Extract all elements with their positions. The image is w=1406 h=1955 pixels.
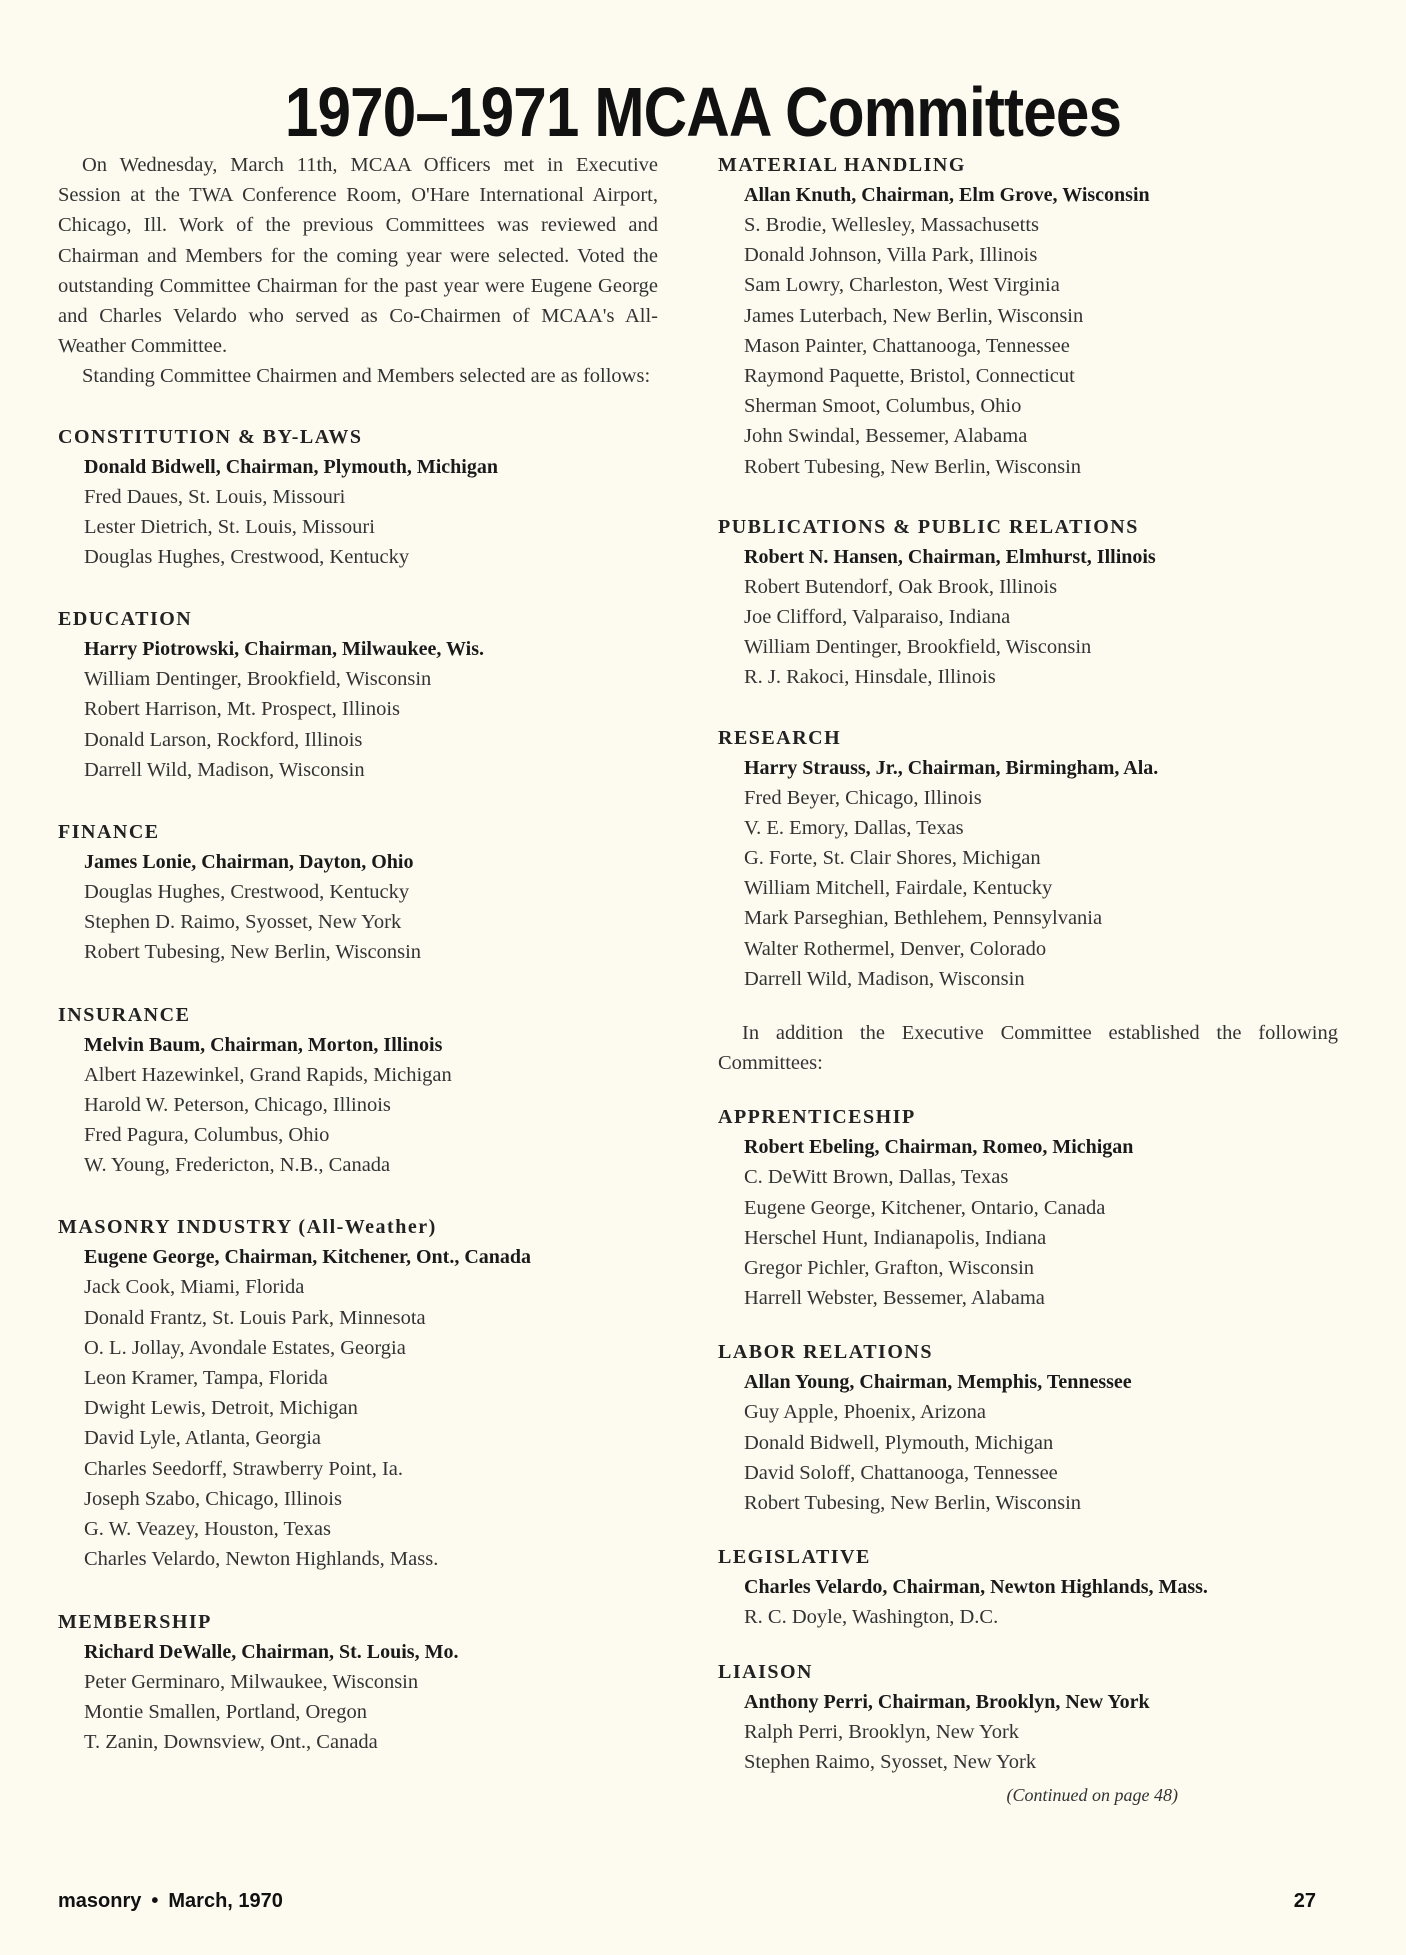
committee-member: Eugene George, Kitchener, Ontario, Canada [744, 1196, 1106, 1219]
right-column [718, 150, 1338, 1806]
committee-member: Jack Cook, Miami, Florida [84, 1276, 305, 1299]
committee-constitution [58, 422, 658, 573]
committee-member: James Luterbach, New Berlin, Wisconsin [744, 304, 1084, 327]
committee-member: Guy Apple, Phoenix, Arizona [744, 1401, 986, 1424]
committee-member: G. W. Veazey, Houston, Texas [84, 1518, 332, 1541]
committee-apprenticeship [718, 1102, 1338, 1313]
committee-member: Sherman Smoot, Columbus, Ohio [744, 395, 1022, 418]
committee-member: Harold W. Peterson, Chicago, Illinois [84, 1093, 391, 1116]
committee-heading: LIAISON [718, 1660, 813, 1683]
committee-member: G. Forte, St. Clair Shores, Michigan [744, 847, 1041, 870]
committee-member: Harrell Webster, Bessemer, Alabama [744, 1287, 1045, 1310]
committee-liaison [718, 1657, 1338, 1777]
committee-chairman: Harry Strauss, Jr., Chairman, Birmingham, Ala. [744, 756, 1159, 779]
committee-member: William Mitchell, Fairdale, Kentucky [744, 877, 1053, 900]
committee-member: Stephen Raimo, Syosset, New York [744, 1750, 1037, 1773]
committee-member: Robert Tubesing, New Berlin, Wisconsin [744, 455, 1082, 478]
committee-member: Walter Rothermel, Denver, Colorado [744, 937, 1047, 960]
page-number: 27 [1293, 1890, 1316, 1912]
committee-heading: RESEARCH [718, 726, 842, 749]
committee-member: Albert Hazewinkel, Grand Rapids, Michigan [84, 1063, 452, 1086]
committee-member: Donald Larson, Rockford, Illinois [84, 728, 363, 751]
committee-member: Charles Velardo, Newton Highlands, Mass. [84, 1548, 439, 1571]
committee-chairman: Harry Piotrowski, Chairman, Milwaukee, Wis. [84, 638, 484, 661]
committee-member: Fred Daues, St. Louis, Missouri [84, 485, 346, 508]
committee-member: Gregor Pichler, Grafton, Wisconsin [744, 1257, 1035, 1280]
committee-member: Stephen D. Raimo, Syosset, New York [84, 911, 402, 934]
committee-chairman: Anthony Perri, Chairman, Brooklyn, New York [744, 1690, 1150, 1713]
committee-member: O. L. Jollay, Avondale Estates, Georgia [84, 1336, 406, 1359]
committee-member: V. E. Emory, Dallas, Texas [744, 816, 964, 839]
committee-heading: LEGISLATIVE [718, 1546, 871, 1569]
committee-heading: FINANCE [58, 821, 160, 844]
committee-chairman: Donald Bidwell, Chairman, Plymouth, Michigan [84, 455, 498, 478]
committee-member: Robert Tubesing, New Berlin, Wisconsin [84, 941, 422, 964]
committee-heading: EDUCATION [58, 608, 193, 631]
committee-chairman: Robert N. Hansen, Chairman, Elmhurst, Illinois [744, 545, 1156, 568]
committee-member: Robert Butendorf, Oak Brook, Illinois [744, 575, 1058, 598]
committee-member: Donald Frantz, St. Louis Park, Minnesota [84, 1306, 426, 1329]
committee-publications [718, 512, 1338, 693]
committee-member: R. C. Doyle, Washington, D.C. [744, 1606, 999, 1629]
committee-labor-relations [718, 1337, 1338, 1518]
footer-publication [58, 1890, 283, 1913]
committee-member: William Dentinger, Brookfield, Wisconsin [84, 668, 432, 691]
committee-member: Darrell Wild, Madison, Wisconsin [84, 758, 365, 781]
committee-education [58, 604, 658, 785]
committee-member: John Swindal, Bessemer, Alabama [744, 425, 1028, 448]
committee-member: Robert Harrison, Mt. Prospect, Illinois [84, 698, 401, 721]
committee-insurance [58, 1000, 658, 1181]
committee-membership [58, 1607, 658, 1758]
committee-member: Donald Bidwell, Plymouth, Michigan [744, 1431, 1054, 1454]
committee-member: Joe Clifford, Valparaiso, Indiana [744, 606, 1011, 629]
committee-member: Peter Germinaro, Milwaukee, Wisconsin [84, 1670, 419, 1693]
committee-heading: PUBLICATIONS & PUBLIC RELATIONS [718, 515, 1139, 538]
committee-member: Raymond Paquette, Bristol, Connecticut [744, 365, 1075, 388]
committee-material-handling [718, 150, 1338, 482]
committee-member: Mason Painter, Chattanooga, Tennessee [744, 334, 1070, 357]
issue-date: March, 1970 [168, 1890, 283, 1912]
addition-note: In addition the Executive Committee established the following Committees: [718, 1022, 1338, 1075]
committee-member: Leon Kramer, Tampa, Florida [84, 1367, 328, 1390]
committee-chairman: Richard DeWalle, Chairman, St. Louis, Mo. [84, 1640, 459, 1663]
page-title: 1970–1971 MCAA Committees [284, 73, 1122, 151]
committee-member: William Dentinger, Brookfield, Wisconsin [744, 636, 1092, 659]
committee-member: Charles Seedorff, Strawberry Point, Ia. [84, 1457, 404, 1480]
committee-chairman: Allan Knuth, Chairman, Elm Grove, Wisconsin [744, 184, 1150, 206]
committee-member: Montie Smallen, Portland, Oregon [84, 1700, 367, 1723]
committee-member: Sam Lowry, Charleston, West Virginia [744, 274, 1060, 297]
committee-chairman: Allan Young, Chairman, Memphis, Tennessee [744, 1371, 1132, 1394]
committee-member: Donald Johnson, Villa Park, Illinois [744, 244, 1038, 267]
intro-paragraph: On Wednesday, March 11th, MCAA Officers met in Executive Session at the TWA Conference Room, O'Hare International Airport, Chicago, Ill. Work of the previous Committees was reviewed and Chairman and Members for the coming year were selected. Voted the outstanding Committee Chairman for the past year were Eugene George and Charles Velardo who served as Co-Chairmen of MCAA's All-Weather Committee. [58, 154, 658, 358]
committee-member: David Soloff, Chattanooga, Tennessee [744, 1461, 1058, 1484]
committee-member: Douglas Hughes, Crestwood, Kentucky [84, 546, 410, 569]
bullet-separator: • [151, 1890, 159, 1912]
committee-chairman: Charles Velardo, Chairman, Newton Highlands, Mass. [744, 1576, 1208, 1599]
committee-heading: INSURANCE [58, 1003, 191, 1026]
committee-chairman: Robert Ebeling, Chairman, Romeo, Michigan [744, 1136, 1134, 1159]
committee-masonry-industry [58, 1212, 658, 1574]
committee-heading: CONSTITUTION & BY-LAWS [58, 425, 363, 448]
committee-chairman: Melvin Baum, Chairman, Morton, Illinois [84, 1033, 443, 1056]
intro-paragraph: Standing Committee Chairmen and Members selected are as follows: [82, 365, 651, 388]
committee-chairman: James Lonie, Chairman, Dayton, Ohio [84, 851, 414, 874]
committee-heading: LABOR RELATIONS [718, 1341, 933, 1364]
committee-chairman: Eugene George, Chairman, Kitchener, Ont., Canada [84, 1246, 532, 1269]
committee-member: W. Young, Fredericton, N.B., Canada [84, 1154, 391, 1177]
committee-member: Ralph Perri, Brooklyn, New York [744, 1720, 1020, 1743]
committee-member: Mark Parseghian, Bethlehem, Pennsylvania [744, 907, 1103, 930]
committee-member: Joseph Szabo, Chicago, Illinois [84, 1487, 342, 1510]
committee-member: Darrell Wild, Madison, Wisconsin [744, 967, 1025, 990]
committee-heading: MASONRY INDUSTRY (All-Weather) [58, 1216, 437, 1239]
committee-member: Dwight Lewis, Detroit, Michigan [84, 1397, 358, 1420]
continued-note: (Continued on page 48) [1006, 1784, 1178, 1805]
committee-research [718, 723, 1338, 994]
committee-finance [58, 817, 658, 968]
committee-member: Douglas Hughes, Crestwood, Kentucky [84, 881, 410, 904]
committee-heading: MATERIAL HANDLING [718, 154, 966, 176]
committee-member: Fred Beyer, Chicago, Illinois [744, 786, 982, 809]
committee-member: Herschel Hunt, Indianapolis, Indiana [744, 1226, 1047, 1249]
committee-member: C. DeWitt Brown, Dallas, Texas [744, 1166, 1009, 1189]
committee-member: Robert Tubesing, New Berlin, Wisconsin [744, 1492, 1082, 1515]
committee-member: David Lyle, Atlanta, Georgia [84, 1427, 322, 1450]
committee-heading: MEMBERSHIP [58, 1610, 212, 1633]
committee-member: S. Brodie, Wellesley, Massachusetts [744, 214, 1039, 236]
committee-member: T. Zanin, Downsview, Ont., Canada [84, 1730, 378, 1753]
committee-legislative [718, 1542, 1338, 1632]
committee-heading: APPRENTICESHIP [718, 1106, 916, 1129]
committee-member: Fred Pagura, Columbus, Ohio [84, 1124, 330, 1147]
intro-text [58, 150, 658, 392]
committee-member: Lester Dietrich, St. Louis, Missouri [84, 515, 375, 538]
publication-name: masonry [58, 1890, 142, 1912]
left-column [58, 150, 658, 1757]
committee-member: R. J. Rakoci, Hinsdale, Illinois [744, 666, 996, 689]
